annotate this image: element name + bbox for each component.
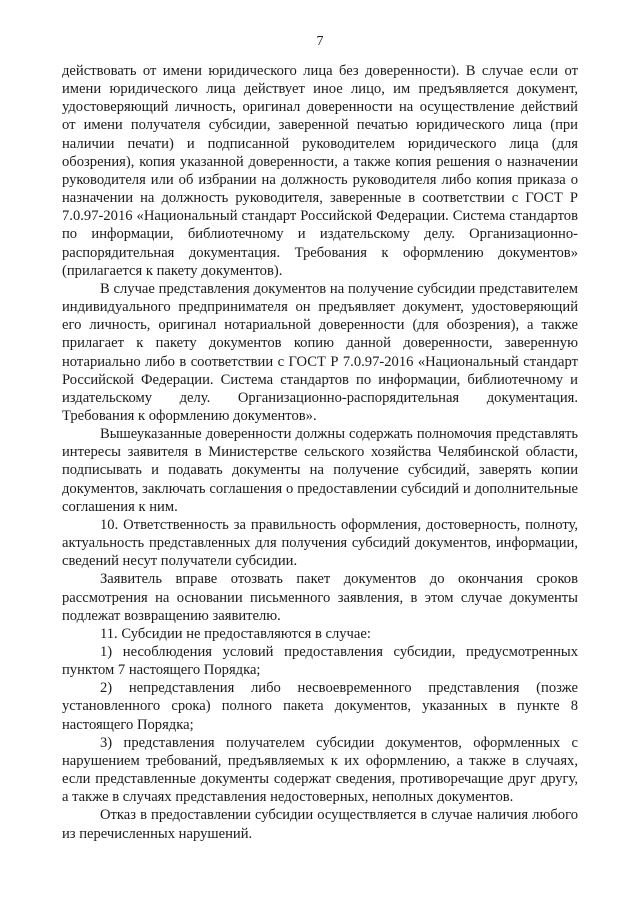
paragraph-2: В случае представления документов на получение субсидии представителем индивидуального предпринимателя он предъявляет документ, удостоверяющий его личность, оригинал нотариальной доверенности (для обозрения), а также прилагает к пакету документов копию данной доверенности, заверенную нотариально либо в соответствии с ГОСТ Р 7.0.97-2016 «Национальный стандарт Российской Федерации. Система стандартов по информации, библиотечному и издательскому делу. Организационно-распорядительная документация. Требования к оформлению документов». — [62, 280, 578, 424]
paragraph-6: 11. Субсидии не предоставляются в случае: — [100, 625, 371, 642]
paragraph-5: Заявитель вправе отозвать пакет документов до окончания сроков рассмотрения на основании письменного заявления, в этом случае документы подлежат возвращению заявителю. — [62, 571, 578, 624]
page-number: 7 — [316, 34, 324, 49]
paragraph-1: действовать от имени юридического лица без доверенности). В случае если от имени юридического лица действует иное лицо, им предъявляется документ, удостоверяющий личность, оригинал доверенности на осуществление действий от имени получателя субсидии, заверенной печатью юридического лица (при наличии печати) и подписанной руководителем юридического лица (для обозрения), копия указанной доверенности, а также копия решения о назначении руководителя или об избрании на должность руководителя либо копия приказа о назначении на должность руководителя, заверенные в соответствии с ГОСТ Р 7.0.97-2016 «Национальный стандарт Российской Федерации. Система стандартов по информации, библиотечному и издательскому делу. Организационно-распорядительная документация. Требования к оформлению документов» (прилагается к пакету документов). — [62, 63, 578, 279]
paragraph-10: Отказ в предоставлении субсидии осуществляется в случае наличия любого из перечисленных нарушений. — [62, 807, 578, 842]
paragraph-9: 3) представления получателем субсидии документов, оформленных с нарушением требований, предъявляемых к их оформлению, а также в случаях, если представленные документы содержат сведения, противоречащие друг другу, а также в случаях представления недостоверных, неполных документов. — [62, 734, 578, 806]
paragraph-4: 10. Ответственность за правильность оформления, достоверность, полноту, актуальность представленных для получения субсидий документов, информации, сведений несут получатели субсидии. — [62, 516, 578, 570]
paragraph-8: 2) непредставления либо несвоевременного представления (позже установленного срока) полного пакета документов, указанных в пункте 8 настоящего Порядка; — [62, 680, 578, 733]
document-body — [62, 62, 578, 843]
paragraph-3: Вышеуказанные доверенности должны содержать полномочия представлять интересы заявителя в Министерстве сельского хозяйства Челябинской области, подписывать и подавать документы на получение субсидий, заверять копии документов, заключать соглашения о предоставлении субсидий и дополнительные соглашения к ним. — [62, 426, 578, 515]
paragraph-7: 1) несоблюдения условий предоставления субсидии, предусмотренных пунктом 7 настоящего Порядка; — [62, 644, 578, 679]
